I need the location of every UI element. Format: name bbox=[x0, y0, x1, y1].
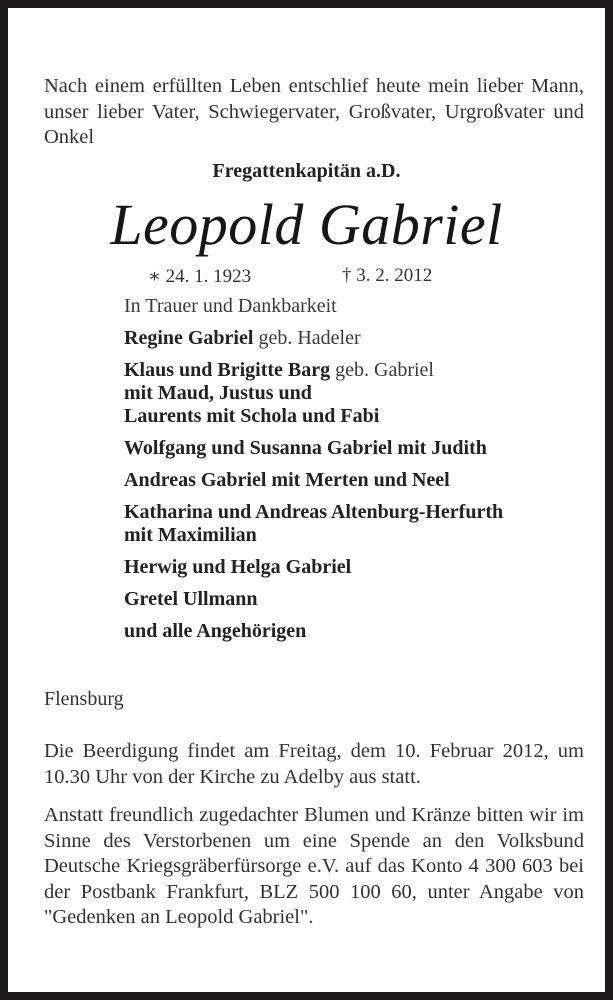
mourner-name: Katharina und Andreas Altenburg-Herfurth bbox=[124, 501, 504, 523]
mourner-name: Gretel Ullmann bbox=[124, 588, 258, 610]
mourner-name: Regine Gabriel bbox=[124, 327, 254, 349]
mourner-name: mit Maud, Justus und bbox=[124, 382, 312, 404]
mourner-name: mit Maximilian bbox=[124, 524, 257, 546]
deceased-name: Leopold Gabriel bbox=[110, 192, 503, 257]
mourner-note: geb. Gabriel bbox=[330, 359, 434, 381]
mourner-name: Laurents mit Schola und Fabi bbox=[124, 405, 380, 427]
mourner-line bbox=[124, 469, 584, 492]
mourner-line bbox=[124, 327, 584, 350]
mourner-name: Klaus und Brigitte Barg bbox=[124, 359, 331, 381]
mourner-line bbox=[124, 405, 584, 428]
mourner-line bbox=[124, 588, 584, 611]
birth-date: ∗ 24. 1. 1923 bbox=[148, 266, 252, 287]
place: Flensburg bbox=[44, 688, 124, 710]
mourner-line bbox=[124, 556, 584, 579]
mourner-line bbox=[124, 359, 584, 382]
mourner-name: und alle Angehörigen bbox=[124, 620, 307, 642]
rank-title: Fregattenkapitän a.D. bbox=[212, 160, 401, 182]
mourner-line bbox=[124, 620, 584, 643]
mourners-intro: In Trauer und Dankbarkeit bbox=[124, 295, 337, 317]
mourner-line bbox=[124, 501, 584, 524]
mourner-line bbox=[124, 437, 584, 460]
mourner-line bbox=[124, 382, 584, 405]
funeral-info: Die Beerdigung findet am Freitag, dem 10. Februar 2012, um 10.30 Uhr von der Kirche zu Adelby aus statt. bbox=[44, 740, 584, 788]
mourner-name: Wolfgang und Susanna Gabriel mit Judith bbox=[124, 437, 487, 459]
intro-text: Nach einem erfüllten Leben entschlief heute mein lieber Mann, unser lieber Vater, Schwiegervater, Großvater, Urgroßvater und Onkel bbox=[44, 75, 584, 148]
death-date: † 3. 2. 2012 bbox=[342, 265, 433, 286]
mourner-line bbox=[124, 524, 584, 547]
mourners-list bbox=[124, 286, 584, 643]
mourner-note: geb. Hadeler bbox=[253, 327, 361, 349]
donation-info: Anstatt freundlich zugedachter Blumen und Kränze bitten wir im Sinne des Verstorbenen um eine Spende an den Volksbund Deutsche Kriegsgräberfürsorge e.V. auf das Konto 4 300 603 bei der Postbank Frankfurt, BLZ 500 100 60, unter Angabe von "Gedenken an Leopold Gabriel". bbox=[44, 804, 584, 928]
mourner-name: Andreas Gabriel mit Merten und Neel bbox=[124, 469, 450, 491]
mourner-name: Herwig und Helga Gabriel bbox=[124, 556, 352, 578]
